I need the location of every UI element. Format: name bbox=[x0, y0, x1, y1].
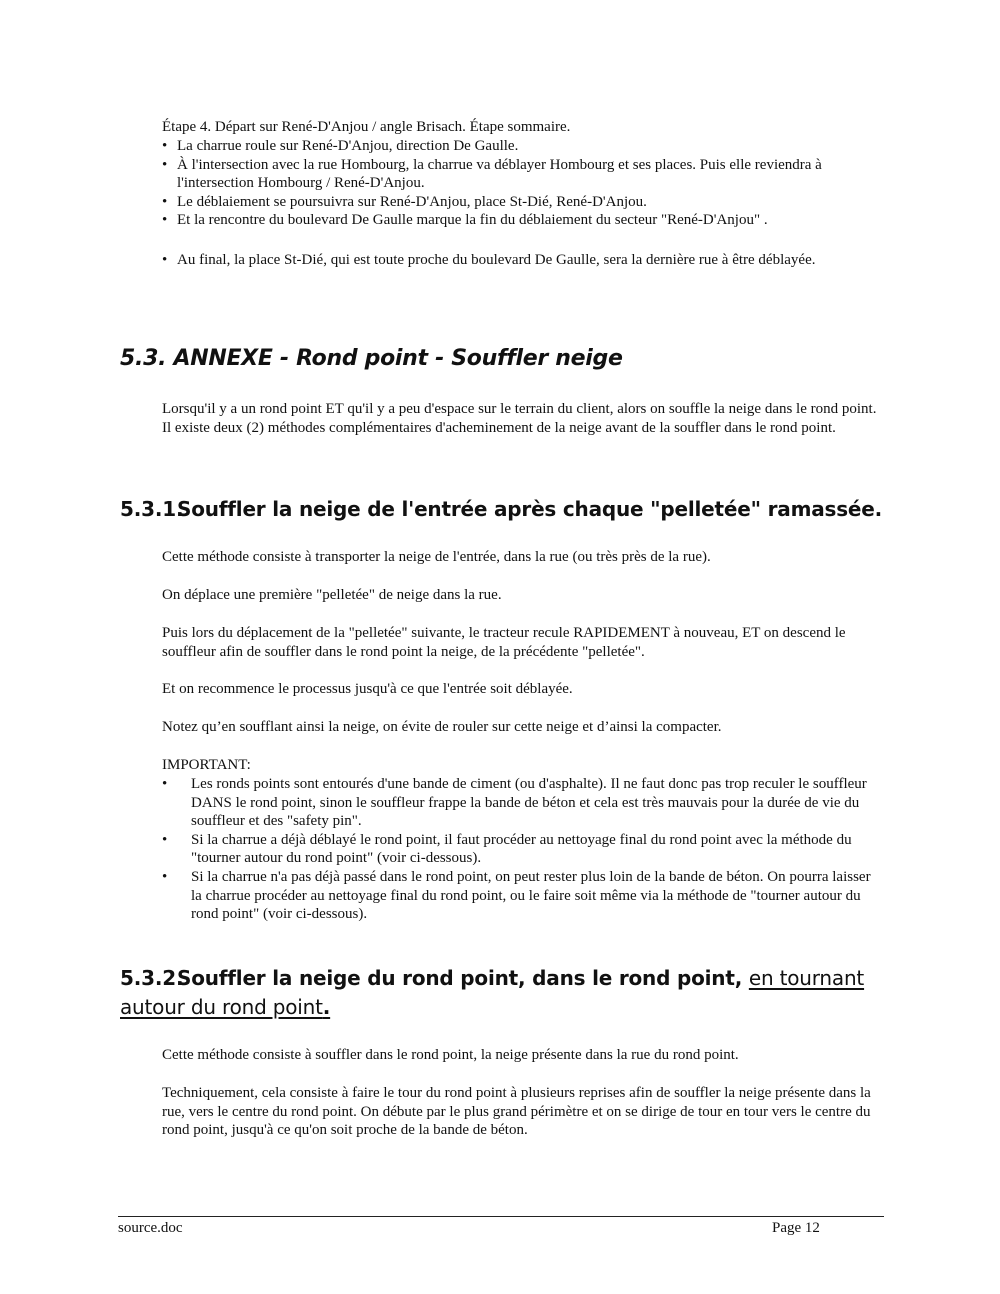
list-item: • Au final, la place St-Dié, qui est toute proche du boulevard De Gaulle, sera la dernière rue à être déblayée. bbox=[162, 252, 816, 268]
paragraph: Cette méthode consiste à souffler dans le rond point, la neige présente dans la rue du rond point. bbox=[162, 1047, 739, 1063]
footer-filename: source.doc bbox=[118, 1220, 183, 1236]
bullet-icon: • bbox=[162, 831, 168, 848]
section-title: Souffler la neige de l'entrée après chaque "pelletée" ramassée. bbox=[177, 497, 883, 521]
footer-divider bbox=[118, 1216, 884, 1217]
etape-bullet-list bbox=[162, 137, 884, 230]
paragraph: Cette méthode consiste à transporter la neige de l'entrée, dans la rue (ou très près de la rue). bbox=[162, 549, 711, 565]
list-item: • Et la rencontre du boulevard De Gaulle marque la fin du déblaiement du secteur "René-D'Anjou" . bbox=[162, 212, 768, 229]
list-item: • Si la charrue n'a pas déjà passé dans le rond point, on peut rester plus loin de la bande de béton. On pourra laisser la charrue procéder au nettoyage final du rond point, ou le faire soit même via la méthode de "tourner autour du rond point" (voir ci-dessous). bbox=[162, 868, 871, 923]
list-item: • Les ronds points sont entourés d'une bande de ciment (ou d'asphalte). Il ne faut donc pas trop reculer le souffleur DANS le rond point, sinon le souffleur frappe la bande de béton et cela est très mauvais pour la durée de vie du souffleur et des "safety pin". bbox=[162, 776, 867, 830]
list-item: • À l'intersection avec la rue Hombourg, la charrue va déblayer Hombourg et ses places. Puis elle reviendra à l'intersection Hombourg / René-D'Anjou. bbox=[162, 156, 822, 192]
section-heading-5-3-2 bbox=[120, 964, 890, 1022]
bullet-icon: • bbox=[162, 138, 168, 154]
paragraph: Et on recommence le processus jusqu'à ce que l'entrée soit déblayée. bbox=[162, 681, 573, 697]
paragraph: Notez qu’en soufflant ainsi la neige, on évite de rouler sur cette neige et d’ainsi la compacter. bbox=[162, 719, 722, 735]
paragraph: On déplace une première "pelletée" de neige dans la rue. bbox=[162, 587, 502, 603]
bullet-icon: • bbox=[162, 776, 168, 792]
important-label: IMPORTANT: bbox=[162, 757, 251, 773]
bullet-icon: • bbox=[162, 212, 168, 229]
section-number: 5.3.2. bbox=[120, 966, 184, 990]
bullet-icon: • bbox=[162, 252, 168, 268]
etape-intro: Étape 4. Départ sur René-D'Anjou / angle Brisach. Étape sommaire. bbox=[162, 119, 571, 135]
bullet-icon: • bbox=[162, 868, 168, 885]
important-bullet-list bbox=[162, 775, 884, 924]
section-heading-5-3-1 bbox=[120, 495, 882, 524]
bullet-icon: • bbox=[162, 156, 168, 173]
section-title: Souffler la neige du rond point, dans le rond point, bbox=[177, 966, 749, 990]
section-heading-5-3: 5.3. ANNEXE - Rond point - Souffler neige bbox=[120, 346, 623, 371]
footer-page-number: Page 12 bbox=[772, 1220, 820, 1236]
section-title-underlined: en tournant autour du rond point bbox=[120, 966, 865, 1019]
section-title-end: . bbox=[322, 995, 331, 1019]
bullet-icon: • bbox=[162, 193, 168, 210]
section-number: 5.3.1. bbox=[120, 497, 184, 521]
etape-final-list bbox=[162, 251, 884, 270]
section-5-3-paragraph: Lorsqu'il y a un rond point ET qu'il y a peu d'espace sur le terrain du client, alors on souffle la neige dans le rond point. Il existe deux (2) méthodes complémentaires d'acheminement de la neige avant de la souffler dans le rond point. bbox=[162, 401, 877, 436]
list-item: • Si la charrue a déjà déblayé le rond point, il faut procéder au nettoyage final du rond point avec la méthode du "tourner autour du rond point" (voir ci-dessous). bbox=[162, 831, 852, 867]
paragraph: Techniquement, cela consiste à faire le tour du rond point à plusieurs reprises afin de souffler la neige présente dans la rue, vers le centre du rond point. On débute par le plus grand périmètre et on se dirige de tour en tour vers le centre du rond point, jusqu'à ce qu'on soit proche de la bande de béton. bbox=[162, 1085, 871, 1139]
paragraph: Puis lors du déplacement de la "pelletée" suivante, le tracteur recule RAPIDEMENT à nouveau, ET on descend le souffleur afin de souffler dans le rond point la neige, de la précédente "pelletée". bbox=[162, 625, 846, 660]
list-item: • La charrue roule sur René-D'Anjou, direction De Gaulle. bbox=[162, 138, 519, 154]
list-item: • Le déblaiement se poursuivra sur René-D'Anjou, place St-Dié, René-D'Anjou. bbox=[162, 193, 647, 210]
